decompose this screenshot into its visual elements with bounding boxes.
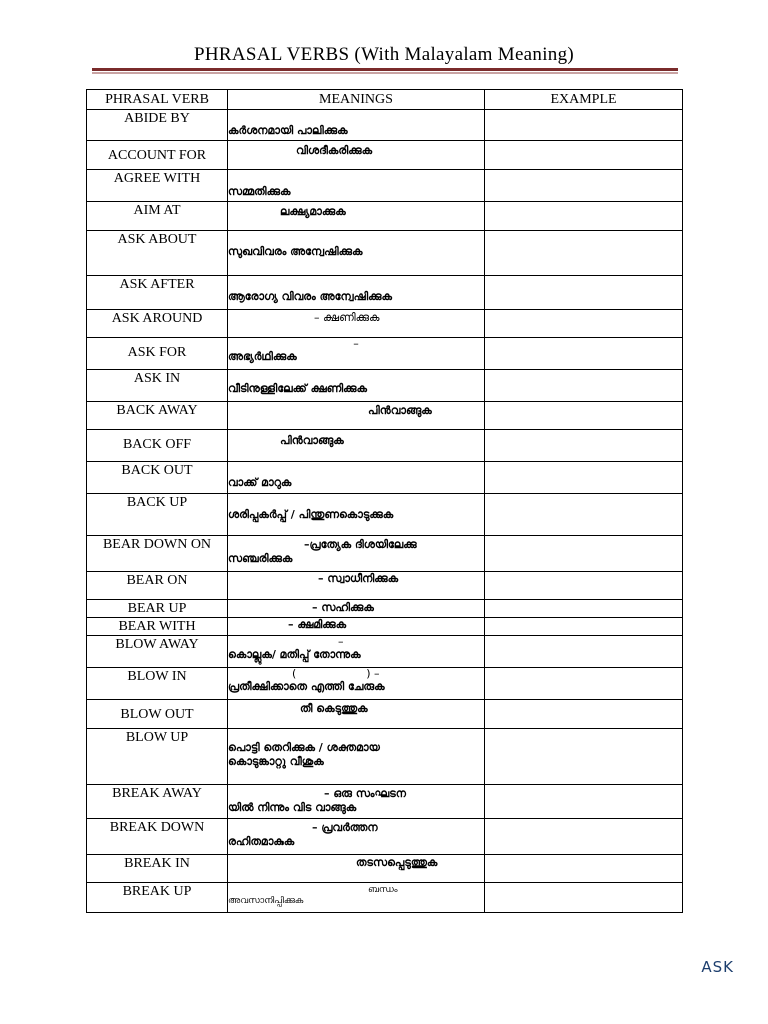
example-cell (485, 729, 683, 785)
meaning-text: കർശനമായി പാലിക്കുക (228, 124, 348, 137)
example-cell (485, 402, 683, 430)
meaning-cell (228, 310, 485, 338)
meaning-text: – ക്ഷമിക്കുക (288, 618, 347, 631)
table-row (87, 536, 683, 572)
table-row (87, 855, 683, 883)
meaning-text-continued: അവസാനിപ്പിക്കുക (228, 896, 304, 906)
meaning-cell (228, 819, 485, 855)
meaning-cell (228, 668, 485, 700)
meaning-cell (228, 785, 485, 819)
example-cell (485, 338, 683, 370)
table-row (87, 600, 683, 618)
title-divider-shadow (92, 72, 678, 74)
meaning-text-continued: യിൽ നിന്നും വിട വാങ്ങുക (228, 801, 357, 814)
phrasal-verbs-table (86, 89, 683, 913)
meaning-text: വിശദീകരിക്കുക (296, 144, 373, 157)
meaning-text-continued: സഞ്ചരിക്കുക (228, 552, 293, 565)
meaning-text: പിൻവാങ്ങുക (280, 434, 344, 447)
table-row (87, 636, 683, 668)
meaning-text: ലക്ഷ്യമാക്കുക (280, 205, 346, 218)
example-cell (485, 618, 683, 636)
example-cell (485, 370, 683, 402)
verb-cell: ASK AFTER (87, 276, 228, 310)
verb-cell: BLOW AWAY (87, 636, 228, 668)
meaning-cell (228, 883, 485, 913)
verb-cell: BEAR ON (87, 572, 228, 600)
verb-cell: BACK OUT (87, 462, 228, 494)
example-cell (485, 785, 683, 819)
meaning-text: പൊട്ടി തെറിക്കുക / ശക്തമായ (228, 741, 380, 754)
table-row (87, 462, 683, 494)
table-row (87, 572, 683, 600)
example-cell (485, 170, 683, 202)
meaning-text: ( ) – (292, 667, 380, 680)
verb-cell: AGREE WITH (87, 170, 228, 202)
example-cell (485, 141, 683, 170)
header-example: EXAMPLE (485, 90, 683, 110)
verb-cell: BREAK IN (87, 855, 228, 883)
meaning-cell (228, 494, 485, 536)
header-phrasal-verb: PHRASAL VERB (87, 90, 228, 110)
meaning-cell (228, 618, 485, 636)
meaning-cell (228, 700, 485, 729)
meaning-cell (228, 855, 485, 883)
verb-cell: ASK ABOUT (87, 231, 228, 276)
meaning-cell (228, 338, 485, 370)
meaning-cell (228, 636, 485, 668)
verb-cell: BACK OFF (87, 430, 228, 462)
meaning-text: – സ്വാധീനിക്കുക (318, 572, 399, 585)
table-header-row (87, 90, 683, 110)
verb-cell: BREAK DOWN (87, 819, 228, 855)
example-cell (485, 310, 683, 338)
example-cell (485, 430, 683, 462)
table-row (87, 141, 683, 170)
table-row (87, 276, 683, 310)
table-row (87, 430, 683, 462)
example-cell (485, 883, 683, 913)
example-cell (485, 276, 683, 310)
meaning-cell (228, 231, 485, 276)
table-row (87, 338, 683, 370)
table-row (87, 618, 683, 636)
example-cell (485, 700, 683, 729)
verb-cell: AIM AT (87, 202, 228, 231)
footer-label: ASK (701, 958, 734, 976)
meaning-text: തീ കെടുത്തുക (300, 702, 368, 715)
example-cell (485, 572, 683, 600)
meaning-cell (228, 202, 485, 231)
meaning-text: സമ്മതിക്കുക (228, 185, 291, 198)
meaning-text: – ഒരു സംഘടന (324, 787, 406, 800)
meaning-cell (228, 276, 485, 310)
table-row (87, 231, 683, 276)
meaning-cell (228, 536, 485, 572)
meaning-text: – പ്രവർത്തന (312, 821, 378, 834)
meaning-text: – (338, 635, 344, 648)
meaning-text: – സഹിക്കുക (312, 601, 374, 614)
meaning-cell (228, 170, 485, 202)
table-row (87, 110, 683, 141)
table-row (87, 494, 683, 536)
meaning-text: സുഖവിവരം അന്വേഷിക്കുക (228, 245, 363, 258)
meaning-cell (228, 462, 485, 494)
table-row (87, 668, 683, 700)
example-cell (485, 600, 683, 618)
verb-cell: ACCOUNT FOR (87, 141, 228, 170)
meaning-text: തടസപ്പെടുത്തുക (356, 856, 438, 869)
example-cell (485, 462, 683, 494)
table-row (87, 729, 683, 785)
example-cell (485, 668, 683, 700)
verb-cell: BACK UP (87, 494, 228, 536)
verb-cell: BEAR DOWN ON (87, 536, 228, 572)
meaning-text: വീടിനുള്ളിലേക്ക് ക്ഷണിക്കുക (228, 382, 368, 395)
verb-cell: BLOW IN (87, 668, 228, 700)
verb-cell: BLOW UP (87, 729, 228, 785)
meaning-text: വാക്ക് മാറുക (228, 476, 292, 489)
meaning-cell (228, 370, 485, 402)
table-row (87, 202, 683, 231)
table-row (87, 402, 683, 430)
verb-cell: ABIDE BY (87, 110, 228, 141)
verb-cell: BEAR WITH (87, 618, 228, 636)
example-cell (485, 636, 683, 668)
meaning-text-continued: പ്രതീക്ഷിക്കാതെ എത്തി ചേരുക (228, 680, 385, 693)
meaning-text-continued: കൊല്ലുക/ മതിപ്പ് തോന്നുക (228, 648, 361, 661)
verb-cell: ASK AROUND (87, 310, 228, 338)
meaning-cell (228, 402, 485, 430)
verb-cell: BEAR UP (87, 600, 228, 618)
table-row (87, 700, 683, 729)
meaning-cell (228, 729, 485, 785)
example-cell (485, 494, 683, 536)
page-title: PHRASAL VERBS (With Malayalam Meaning) (193, 44, 575, 65)
title-divider (92, 68, 678, 71)
verb-cell: ASK FOR (87, 338, 228, 370)
meaning-text: ശരിപ്പകർപ്പ് / പിന്തുണകൊടുക്കുക (228, 508, 394, 521)
meaning-cell (228, 430, 485, 462)
example-cell (485, 110, 683, 141)
table-row (87, 170, 683, 202)
meaning-cell (228, 110, 485, 141)
meaning-text-continued: അഭ്യർഥിക്കുക (228, 350, 297, 363)
table-row (87, 310, 683, 338)
meaning-text: – (353, 337, 359, 350)
meaning-text: – ക്ഷണിക്കുക (314, 311, 380, 324)
meaning-text: പിൻവാങ്ങുക (368, 404, 432, 417)
verb-cell: BREAK AWAY (87, 785, 228, 819)
meaning-text-continued: കൊടുങ്കാറ്റു വീശുക (228, 755, 324, 768)
meaning-text: –പ്രത്യേക ദിശയിലേക്കു (304, 538, 417, 551)
example-cell (485, 536, 683, 572)
meaning-cell (228, 572, 485, 600)
meaning-cell (228, 141, 485, 170)
table-row (87, 819, 683, 855)
header-meanings: MEANINGS (228, 90, 485, 110)
meaning-text: ആരോഗ്യ വിവരം അന്വേഷിക്കുക (228, 290, 392, 303)
verb-cell: BLOW OUT (87, 700, 228, 729)
meaning-cell (228, 600, 485, 618)
example-cell (485, 202, 683, 231)
example-cell (485, 855, 683, 883)
verb-cell: BACK AWAY (87, 402, 228, 430)
table-row (87, 785, 683, 819)
verb-cell: BREAK UP (87, 883, 228, 913)
meaning-text-continued: രഹിതമാകുക (228, 835, 295, 848)
example-cell (485, 231, 683, 276)
table-row (87, 370, 683, 402)
example-cell (485, 819, 683, 855)
meaning-text: ബന്ധം (368, 885, 398, 895)
table-row (87, 883, 683, 913)
verb-cell: ASK IN (87, 370, 228, 402)
